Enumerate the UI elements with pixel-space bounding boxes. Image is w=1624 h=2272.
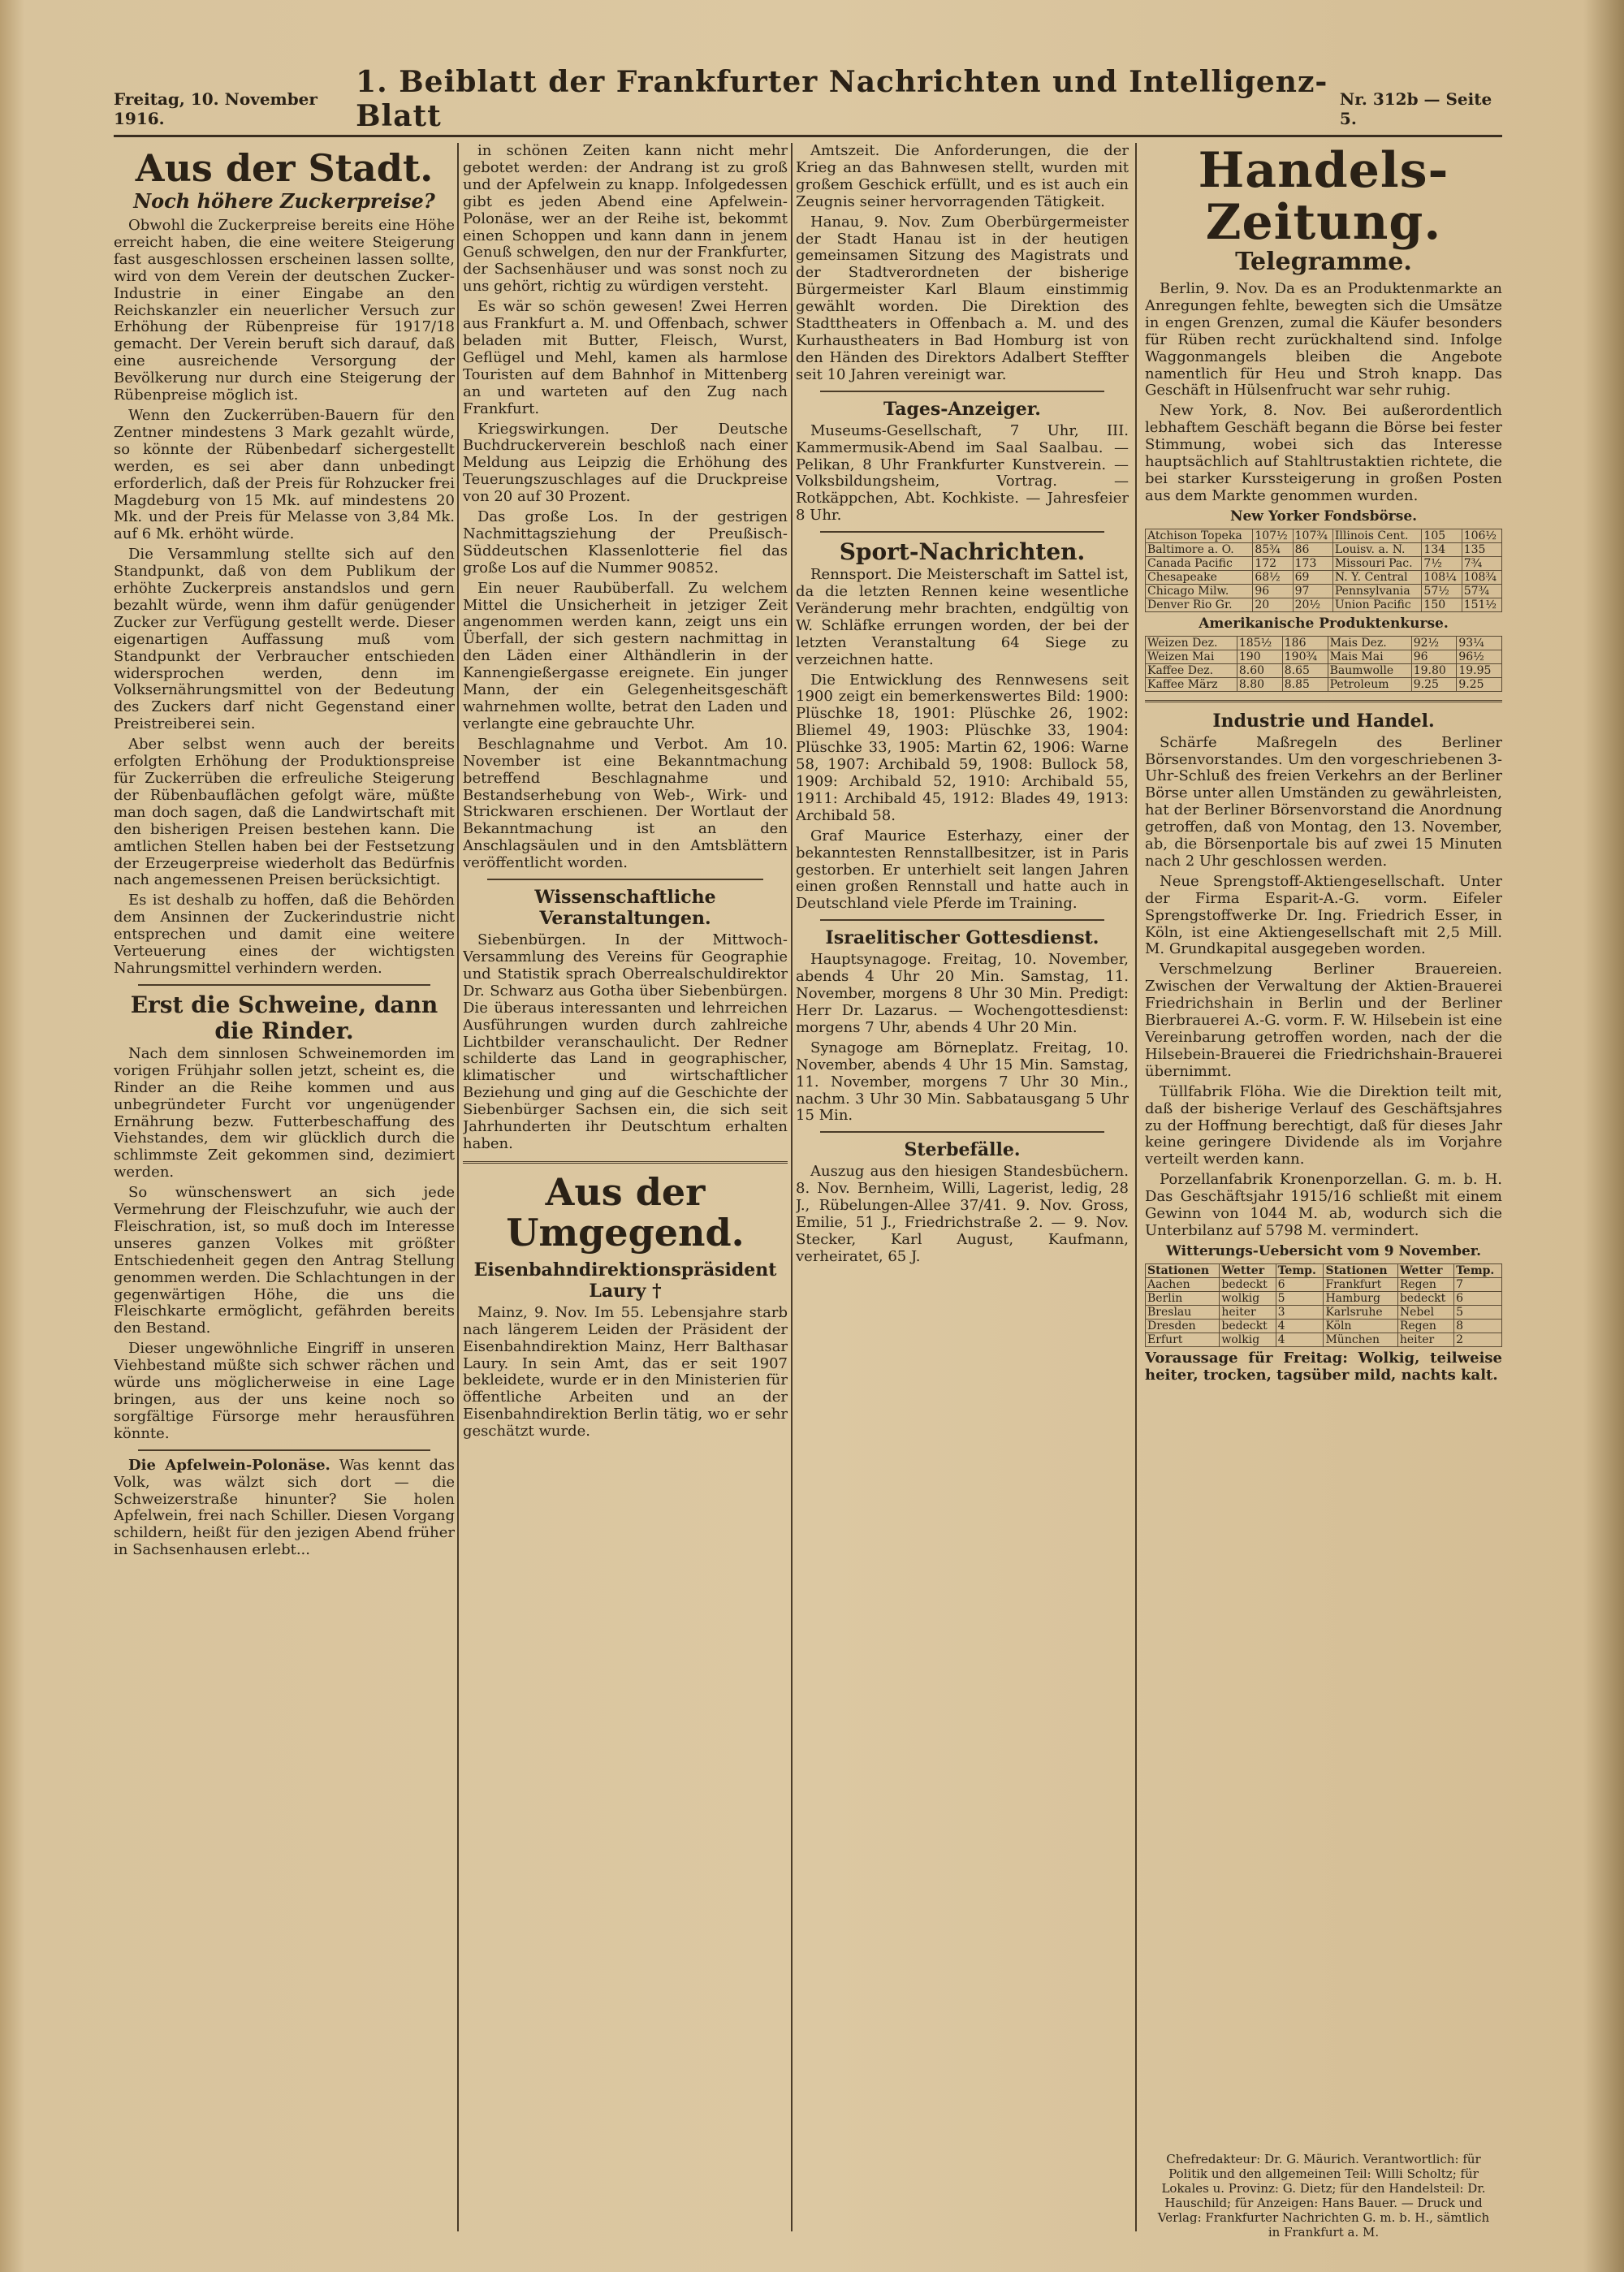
table-cell: 69 [1293, 570, 1332, 584]
table-row [1146, 542, 1502, 556]
table-cell: Aachen [1146, 1277, 1220, 1291]
table-cell: 134 [1422, 542, 1462, 556]
weather-table [1145, 1263, 1502, 1347]
table-cell: 86 [1293, 542, 1332, 556]
table-row [1146, 636, 1502, 650]
table-cell: 57½ [1422, 584, 1462, 598]
table-cell: 190 [1237, 650, 1282, 663]
issue-number: Nr. 312b — Seite 5. [1339, 89, 1492, 128]
column-header: Wetter [1397, 1263, 1453, 1277]
imprint: Chefredakteur: Dr. G. Mäurich. Verantwortlich: für Politik und den allgemeinen Teil: Willi Scholtz; für Lokales u. Provinz: G. Dietz; für den Handelsteil: Dr. Hauschild; für Anzeigen: Hans Bauer. — Druck und Verlag: Frankfurter Nachrichten G. m. b. H., sämtlich in Frankfurt a. M. [1157, 2152, 1490, 2240]
table-row [1146, 650, 1502, 663]
table-cell: Illinois Cent. [1332, 529, 1422, 542]
table-cell: 135 [1462, 542, 1501, 556]
table-cell: 6 [1454, 1291, 1502, 1305]
article-paragraph: Wenn den Zuckerrüben-Bauern für den Zentner mindestens 3 Mark gezahlt würde, so könnte der Rübenbedarf sichergestellt werden, es sei aber dann unbedingt erforderlich, daß der Preis für Rohzucker frei Magdeburg von 15 Mk. auf mindestens 20 Mk. und der Preis für Melasse von 3,84 Mk. auf 6 Mk. erhöht würde. [114, 406, 455, 543]
table-cell: 3 [1276, 1305, 1324, 1319]
table-cell: 7 [1454, 1277, 1502, 1291]
table-cell: bedeckt [1220, 1277, 1276, 1291]
article-paragraph: Kriegswirkungen. Der Deutsche Buchdruckerverein beschloß nach einer Meldung aus Leipzig die Erhöhung des Teuerungszuschlages auf die Druckpreise von 20 auf 30 Prozent. [463, 420, 788, 506]
table-cell: Baumwolle [1328, 663, 1411, 677]
article-headline: Erst die Schweine, dann die Rinder. [130, 991, 438, 1044]
table-cell: Missouri Pac. [1332, 556, 1422, 570]
table-cell: 57¾ [1462, 584, 1501, 598]
stock-table [1145, 529, 1502, 612]
table-cell: 85¾ [1253, 542, 1293, 556]
article-paragraph: Aber selbst wenn auch der bereits erfolgten Erhöhung der Produktionspreise für Zuckerrüben die erfreuliche Steigerung der Rübenbauflächen gefolgt wäre, müßte man doch sagen, daß die Landwirtschaft mit den bisherigen Preisen bestehen kann. Die amtlichen Stellen haben bei der Festsetzung der Erzeugerpreise wiederholt das Bedürfnis nach angemessenen Preisen berücksichtigt. [114, 736, 455, 889]
table-cell: 190¾ [1282, 650, 1328, 663]
table-row [1146, 663, 1502, 677]
divider [138, 1449, 430, 1451]
column-header: Temp. [1276, 1263, 1324, 1277]
section-headline: Israelitischer Gottesdienst. [825, 927, 1099, 949]
table-row [1146, 677, 1502, 691]
divider [820, 919, 1104, 921]
table-cell: Weizen Dez. [1146, 636, 1237, 650]
article-subhead: Eisenbahndirektionspräsident Laury † [473, 1259, 777, 1302]
section-headline: Aus der Umgegend. [506, 1169, 745, 1255]
article-paragraph: Tüllfabrik Flöha. Wie die Direktion teilt mit, daß der bisherige Verlauf des Geschäftsjahres zu der Hoffnung berechtigt, daß für dieses Jahr keine geringere Dividende als im Vorjahre verteilt werden kann. [1145, 1082, 1502, 1168]
table-cell: Kaffee Dez. [1146, 663, 1237, 677]
section-headline: Handels-Zeitung. [1198, 143, 1449, 251]
table-cell: 19.80 [1411, 663, 1457, 677]
issue-date: Freitag, 10. November 1916. [114, 89, 317, 128]
table-cell: Regen [1397, 1319, 1453, 1333]
table-cell: 106½ [1462, 529, 1501, 542]
table-cell: 8.65 [1282, 663, 1328, 677]
article-paragraph: Hauptsynagoge. Freitag, 10. November, abends 4 Uhr 20 Min. Samstag, 11. November, morgens 8 Uhr 30 Min. Predigt: Herr Dr. Lazarus. — Wochengottesdienst: morgens 7 Uhr, abends 4 Uhr 20 Min. [796, 951, 1129, 1036]
table-cell: Frankfurt [1324, 1277, 1397, 1291]
table-row [1146, 556, 1502, 570]
table-cell: 150 [1422, 598, 1462, 611]
table-cell: Dresden [1146, 1319, 1220, 1333]
article-paragraph [114, 1458, 455, 1559]
table-cell: Chesapeake [1146, 570, 1253, 584]
column-rule [791, 143, 793, 2231]
table-cell: 96½ [1457, 650, 1502, 663]
table-cell: 20 [1253, 598, 1293, 611]
run-in-headline: Die Apfelwein-Polonäse. [128, 1456, 330, 1474]
table-row [1146, 1305, 1502, 1319]
table-cell: Mais Dez. [1328, 636, 1411, 650]
table-cell: bedeckt [1220, 1319, 1276, 1333]
table-cell: München [1324, 1333, 1397, 1346]
article-paragraph: Es ist deshalb zu hoffen, daß die Behörden dem Ansinnen der Zuckerindustrie nicht entsprechen und damit eine weitere Verteuerung eines der wichtigsten Nahrungsmittel verhindern werden. [114, 892, 455, 977]
table-cell: Pennsylvania [1332, 584, 1422, 598]
column-header: Stationen [1324, 1263, 1397, 1277]
article-subhead: Noch höhere Zuckerpreise? [133, 189, 435, 213]
section-headline: Tages-Anzeiger. [883, 398, 1041, 420]
table-title: New Yorker Fondsbörse. [1229, 508, 1418, 525]
article-paragraph: New York, 8. Nov. Bei außerordentlich lebhaftem Geschäft begann die Börse bei fester Stimmung, wobei sich das Interesse hauptsächlich auf Stahltrustaktien richtete, die bei starker Kurssteigerung in großen Posten aus dem Markte genommen wurden. [1145, 402, 1502, 504]
table-cell: Petroleum [1328, 677, 1411, 691]
weather-forecast: Voraussage für Freitag: Wolkig, teilweise heiter, trocken, tagsüber mild, nachts kalt. [1145, 1349, 1502, 1384]
article-paragraph: Amtszeit. Die Anforderungen, die der Krieg an das Bahnwesen stellt, wurden mit großem Geschick erfüllt, und es ist auch ein Zeugnis seiner hervorragenden Tätigkeit. [796, 143, 1129, 210]
table-cell: 173 [1293, 556, 1332, 570]
table-cell: 5 [1276, 1291, 1324, 1305]
column-rule [457, 143, 459, 2231]
table-cell: 4 [1276, 1333, 1324, 1346]
article-paragraph: Dieser ungewöhnliche Eingriff in unseren Viehbestand müßte sich schwer rächen und würde uns möglicherweise in eine Lage bringen, aus der uns keine noch so sorgfältige Fürsorge mehr herausführen könnte. [114, 1340, 455, 1442]
table-cell: Regen [1397, 1277, 1453, 1291]
article-paragraph: Die Versammlung stellte sich auf den Standpunkt, daß von dem Publikum der erhöhte Zuckerpreis anstandslos und gern bezahlt würde, wenn ihm dafür genügender Zucker zur Verfügung gestellt werde. Dieser eigenartigen Auffassung muß vom Standpunkt der Verbraucher entschieden widersprochen werden, denn im Volksernährungsmittel von der Bedeutung des Zuckers darf nicht Gegenstand einer Preistreiberei sein. [114, 546, 455, 733]
divider [1145, 700, 1502, 702]
table-cell: Karlsruhe [1324, 1305, 1397, 1319]
table-cell: 68½ [1253, 570, 1293, 584]
article-paragraph: Es wär so schön gewesen! Zwei Herren aus Frankfurt a. M. und Offenbach, schwer beladen mit Butter, Fleisch, Wurst, Geflügel und Mehl, kamen als harmlose Touristen auf dem Bahnhof in Mittenberg an und warteten auf den Zug nach Frankfurt. [463, 298, 788, 417]
table-cell: Louisv. a. N. [1332, 542, 1422, 556]
table-cell: 2 [1454, 1333, 1502, 1346]
section-headline: Sport-Nachrichten. [839, 538, 1086, 566]
table-row [1146, 529, 1502, 542]
article-paragraph: Mainz, 9. Nov. Im 55. Lebensjahre starb nach längerem Leiden der Präsident der Eisenbahndirektion Mainz, Herr Balthasar Laury. In sein Amt, das er seit 1907 bekleidete, wurde er in den Ministerien für öffentliche Arbeiten und an der Eisenbahndirektion Berlin tätig, wo er sehr geschätzt wurde. [463, 1303, 788, 1441]
table-cell: N. Y. Central [1332, 570, 1422, 584]
table-row [1146, 598, 1502, 611]
divider [820, 531, 1104, 533]
column-3 [796, 143, 1129, 2223]
table-cell: Kaffee März [1146, 677, 1237, 691]
table-cell: 7½ [1422, 556, 1462, 570]
table-cell: 108¼ [1422, 570, 1462, 584]
table-cell: 6 [1276, 1277, 1324, 1291]
table-cell: Nebel [1397, 1305, 1453, 1319]
article-paragraph: So wünschenswert an sich jede Vermehrung der Fleischzufuhr, wie auch der Fleischration, ist, so muß doch im Interesse unseres ganzen Volkes mit größter Entschiedenheit gegen den Antrag Stellung genommen werden. Die Schlachtungen in der gegenwärtigen Höhe, die uns die Fleischkarte ermöglicht, gefährden bereits den Bestand. [114, 1184, 455, 1337]
table-cell: Weizen Mai [1146, 650, 1237, 663]
table-cell: 185½ [1237, 636, 1282, 650]
article-paragraph: Rennsport. Die Meisterschaft im Sattel ist, da die letzten Rennen keine wesentliche Veränderung mehr brachten, endgültig von W. Schläfke errungen worden, der bei der letzten Veranstaltung 64 Siege zu verzeichnen hatte. [796, 566, 1129, 668]
article-paragraph: Graf Maurice Esterhazy, einer der bekanntesten Rennstallbesitzer, ist in Paris gestorben. Er unterhielt seit langen Jahren einen großen Rennstall und hatte auch in Deutschland viele Pferde im Training. [796, 827, 1129, 913]
table-cell: 93¼ [1457, 636, 1502, 650]
article-paragraph: Nach dem sinnlosen Schweinemorden im vorigen Frühjahr sollen jetzt, scheint es, die Rinder an die Reihe kommen und aus unbegründeter Furcht vor ungenügender Ernährung bezw. Futterbeschaffung des Viehstandes, dem wir glücklich durch die schlimmste Zeit gekommen sind, dezimiert werden. [114, 1044, 455, 1181]
table-cell: 96 [1411, 650, 1457, 663]
article-paragraph: Synagoge am Börneplatz. Freitag, 10. November, abends 4 Uhr 15 Min. Samstag, 11. November, morgens 7 Uhr 30 Min., nachm. 3 Uhr 30 Min. Sabbatausgang 5 Uhr 15 Min. [796, 1039, 1129, 1125]
table-cell: Köln [1324, 1319, 1397, 1333]
table-row [1146, 570, 1502, 584]
table-cell: 92½ [1411, 636, 1457, 650]
divider [820, 1131, 1104, 1133]
divider [487, 879, 763, 880]
article-text: Was kennt das Volk, was wälzt sich dort — die Schweizerstraße hinunter? Sie holen Apfelwein, frei nach Schiller. Diesen Vorgang schildern, heißt für den jezigen Abend früher in Sachsenhausen erlebt... [114, 1456, 455, 1559]
article-paragraph: Verschmelzung Berliner Brauereien. Zwischen der Verwaltung der Aktien-Brauerei Friedrichshain in Berlin und der Berliner Bierbrauerei A.-G. vorm. F. W. Hilsebein ist eine Vereinbarung getroffen worden, nach der die Hilsebein-Brauerei die Friedrichshain-Brauerei übernimmt. [1145, 961, 1502, 1080]
section-subhead: Telegramme. [1235, 248, 1412, 276]
table-cell: 8.60 [1237, 663, 1282, 677]
table-cell: 186 [1282, 636, 1328, 650]
article-paragraph: Ein neuer Raubüberfall. Zu welchem Mittel die Unsicherheit in jetziger Zeit angenommen werden kann, zeigt uns ein Überfall, der sich gestern nachmittag in den Läden einer Althändlerin in der Kannengießergasse ereignete. Ein junger Mann, der ein Gelegenheitsgeschäft wahrnehmen wollte, betrat den Laden und verlangte eine gebrauchte Uhr. [463, 579, 788, 732]
table-cell: wolkig [1220, 1291, 1276, 1305]
table-row [1146, 1319, 1502, 1333]
section-headline: Sterbefälle. [904, 1139, 1021, 1161]
column-1 [114, 143, 455, 2223]
article-paragraph: Neue Sprengstoff-Aktiengesellschaft. Unter der Firma Esparit-A.-G. vorm. Eifeler Sprengstoffwerke Dr. Ing. Friedrich Esser, in Köln, ist eine Aktiengesellschaft mit 2,5 Mill. M. Grundkapital ausgegeben worden. [1145, 872, 1502, 958]
table-cell: Breslau [1146, 1305, 1220, 1319]
table-cell: 97 [1293, 584, 1332, 598]
table-row [1146, 1277, 1502, 1291]
article-paragraph: Die Entwicklung des Rennwesens seit 1900 zeigt ein bemerkenswertes Bild: 1900: Plüschke 18, 1901: Plüschke 26, 1902: Bliemel 49, 1903: Plüschke 33, 1904: Plüschke 33, 1905: Martin 62, 1906: Warne 58, 1907: Archibald 59, 1908: Bullock 58, 1909: Archibald 52, 1910: Archibald 55, 1911: Archibald 45, 1912: Blades 49, 1913: Archibald 58. [796, 671, 1129, 824]
article-paragraph: Museums-Gesellschaft, 7 Uhr, III. Kammermusik-Abend im Saal Saalbau. — Pelikan, 8 Uhr Frankfurter Kunstverein. — Volksbildungsheim, Vortrag. — Rotkäppchen, Abt. Kochkiste. — Jahresfeier 8 Uhr. [796, 421, 1129, 525]
table-row [1146, 1291, 1502, 1305]
table-cell: Denver Rio Gr. [1146, 598, 1253, 611]
table-cell: 108¾ [1462, 570, 1501, 584]
article-paragraph: Berlin, 9. Nov. Da es an Produktenmarkte an Anregungen fehlte, bewegten sich die Umsätze in engen Grenzen, zumal die Käufer besonders für Rüben recht zurückhaltend sind. Infolge Waggonmangels bleiben die Angebote namentlich für Heu und Stroh knapp. Das Geschäft in Hülsenfrucht war sehr ruhig. [1145, 280, 1502, 400]
column-2 [463, 143, 788, 2223]
table-cell: Atchison Topeka [1146, 529, 1253, 542]
article-paragraph: Schärfe Maßregeln des Berliner Börsenvorstandes. Um den vorgeschriebenen 3-Uhr-Schluß des freien Verkehrs an der Berliner Börse unter allen Umständen zu gewährleisten, hat der Berliner Börsenvorstand die Anordnung getroffen, daß von Montag, den 13. November, ab, die Börsenportale bis auf zwei 15 Minuten nach 2 Uhr geschlossen werden. [1145, 733, 1502, 870]
divider [138, 984, 430, 986]
table-cell: 5 [1454, 1305, 1502, 1319]
article-paragraph: Obwohl die Zuckerpreise bereits eine Höhe erreicht haben, die eine weitere Steigerung fast ausgeschlossen erscheinen lassen sollte, wird von dem Verein der deutschen Zucker-Industrie in einer Eingabe an den Reichskanzler ein neuerlicher Versuch zur Erhöhung der Rübenpreise für 1917/18 gemacht. Der Verein beruft sich darauf, daß eine ausreichende Versorgung der Bevölkerung nur durch eine Steigerung der Rübenpreise möglich ist. [114, 217, 455, 404]
table-cell: bedeckt [1397, 1291, 1453, 1305]
table-cell: 8.85 [1282, 677, 1328, 691]
table-cell: heiter [1397, 1333, 1453, 1346]
article-paragraph: Beschlagnahme und Verbot. Am 10. November ist eine Bekanntmachung betreffend Beschlagnahme und Bestandserhebung von Web-, Wirk- und Strickwaren erschienen. Der Wortlaut der Bekanntmachung ist an den Anschlagsäulen und in den Amtsblättern veröffentlicht worden. [463, 735, 788, 872]
masthead-title: 1. Beiblatt der Frankfurter Nachrichten und Intelligenz-Blatt [356, 65, 1328, 133]
article-paragraph: Siebenbürgen. In der Mittwoch-Versammlung des Vereins für Geographie und Statistik sprach Oberrealschuldirektor Dr. Schwarz aus Gotha über Siebenbürgen. Die überaus interessanten und lehrreichen Ausführungen wurden durch zahlreiche Lichtbilder veranschaulicht. Der Redner schilderte das Land in geographischer, klimatischer und wirtschaftlicher Beziehung und ging auf die Geschichte der Siebenbürger Sachsen ein, die sich seit Jahrhunderten ihr Deutschtum erhalten haben. [463, 931, 788, 1152]
table-cell: 9.25 [1457, 677, 1502, 691]
table-row [1146, 1333, 1502, 1346]
table-cell: Union Pacific [1332, 598, 1422, 611]
divider [820, 391, 1104, 392]
column-header: Wetter [1220, 1263, 1276, 1277]
table-cell: Erfurt [1146, 1333, 1220, 1346]
table-cell: Canada Pacific [1146, 556, 1253, 570]
commodity-table [1145, 636, 1502, 692]
table-cell: heiter [1220, 1305, 1276, 1319]
table-cell: Baltimore a. O. [1146, 542, 1253, 556]
article-paragraph: Auszug aus den hiesigen Standesbüchern. 8. Nov. Bernheim, Willi, Lagerist, ledig, 28 J., Rübelungen-Allee 37/41. 9. Nov. Gross, Emilie, 51 J., Friedrichstraße 2. — 9. Nov. Stecker, Karl August, Kaufmann, verheiratet, 65 J. [796, 1163, 1129, 1265]
page-header [114, 65, 1502, 137]
column-4 [1145, 143, 1502, 2223]
table-cell: 8 [1454, 1319, 1502, 1333]
article-paragraph: Das große Los. In der gestrigen Nachmittagsziehung der Preußisch-Süddeutschen Klassenlotterie fiel das große Los auf die Nummer 90852. [463, 508, 788, 577]
table-cell: 8.80 [1237, 677, 1282, 691]
table-cell: Mais Mai [1328, 650, 1411, 663]
table-cell: 4 [1276, 1319, 1324, 1333]
table-cell: 20½ [1293, 598, 1332, 611]
table-cell: 105 [1422, 529, 1462, 542]
column-rule [1135, 143, 1137, 2231]
article-paragraph: in schönen Zeiten kann nicht mehr gebotet werden: der Andrang ist zu groß und der Apfelwein zu knapp. Infolgedessen gibt es jeden Abend eine Apfelwein-Polonäse, wer an der Reihe ist, bekommt einen Schoppen und kann dann in jenem Genuß schwelgen, den nur der Frankfurter, der Sachsenhäuser und was sonst noch zu uns gehört, richtig zu würdigen versteht. [463, 143, 788, 296]
article-paragraph: Porzellanfabrik Kronenporzellan. G. m. b. H. Das Geschäftsjahr 1915/16 schließt mit einem Gewinn von 1044 M. ab, wodurch sich die Unterbilanz auf 5798 M. vermindert. [1145, 1171, 1502, 1239]
table-title: Witterungs-Uebersicht vom 9 November. [1165, 1242, 1482, 1259]
table-cell: Hamburg [1324, 1291, 1397, 1305]
table-title: Amerikanische Produktenkurse. [1199, 615, 1449, 632]
column-header: Stationen [1146, 1263, 1220, 1277]
table-cell: Berlin [1146, 1291, 1220, 1305]
column-header: Temp. [1454, 1263, 1502, 1277]
table-header-row [1146, 1263, 1502, 1277]
section-headline: Aus der Stadt. [135, 146, 434, 190]
table-cell: wolkig [1220, 1333, 1276, 1346]
article-paragraph: Hanau, 9. Nov. Zum Oberbürgermeister der Stadt Hanau ist in der heutigen gemeinsamen Sitzung des Magistrats und der Stadtverordneten der bisherige Bürgermeister Karl Blaum einstimmig gewählt worden. Die Direktion des Stadttheaters in Offenbach a. M. und des Kurhaustheaters in Bad Homburg ist von den Händen des Direktors Adalbert Steffter seit 10 Jahren vereinigt war. [796, 213, 1129, 383]
table-cell: 107½ [1253, 529, 1293, 542]
table-cell: 19.95 [1457, 663, 1502, 677]
divider [463, 1161, 788, 1164]
table-cell: 96 [1253, 584, 1293, 598]
table-cell: 7¾ [1462, 556, 1501, 570]
table-row [1146, 584, 1502, 598]
table-cell: 151½ [1462, 598, 1501, 611]
section-headline: Industrie und Handel. [1212, 710, 1435, 732]
table-cell: 107¾ [1293, 529, 1332, 542]
table-cell: 9.25 [1411, 677, 1457, 691]
article-headline: Wissenschaftliche Veranstaltungen. [534, 887, 716, 930]
table-cell: Chicago Milw. [1146, 584, 1253, 598]
table-cell: 172 [1253, 556, 1293, 570]
